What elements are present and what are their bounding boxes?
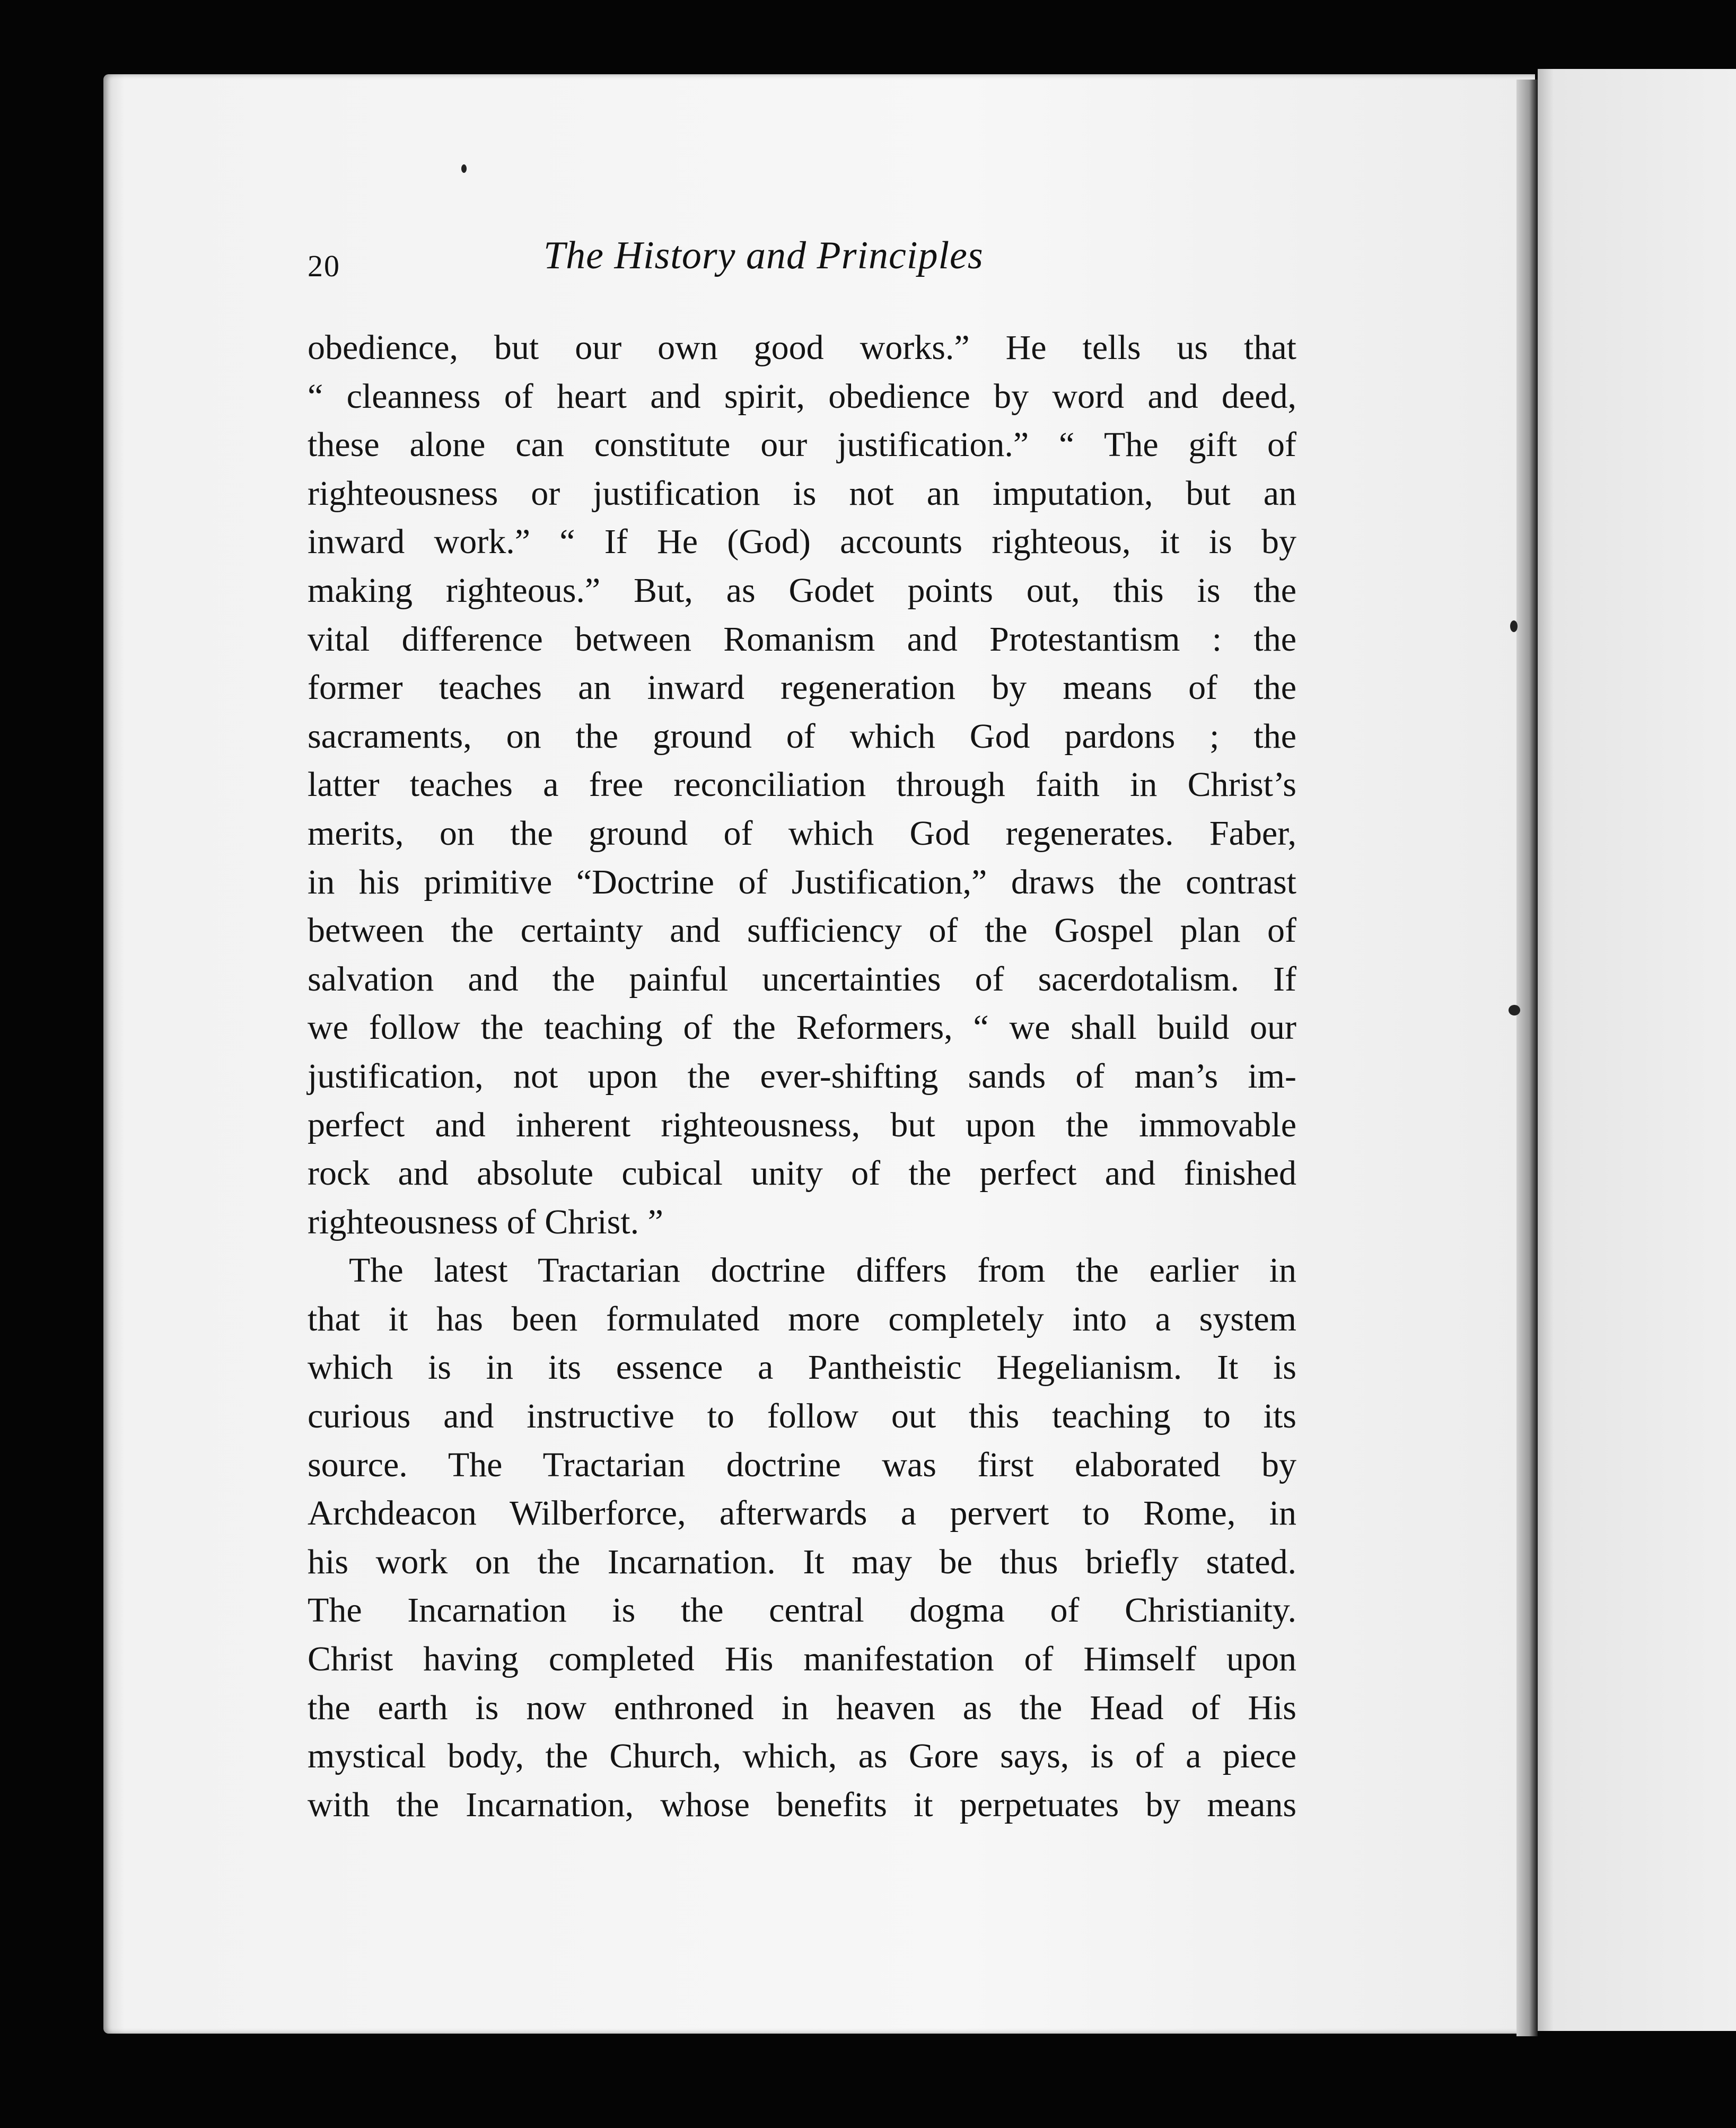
- running-head: [308, 233, 1315, 297]
- text-line: that it has been formulated more completely into a system: [308, 1299, 1296, 1338]
- text-line: sacraments, on the ground of which God pardons ; the: [308, 716, 1296, 756]
- text-line: justification, not upon the ever-shifting sands of man’s im-: [308, 1056, 1296, 1096]
- text-line: perfect and inherent righteousness, but upon the immovable: [308, 1105, 1296, 1144]
- book-gutter: [1516, 80, 1538, 2036]
- text-line: The Incarnation is the central dogma of Christianity.: [308, 1591, 1296, 1630]
- text-line: former teaches an inward regeneration by means of the: [308, 668, 1296, 707]
- text-line: merits, on the ground of which God regenerates. Faber,: [308, 813, 1296, 853]
- text-line: which is in its essence a Pantheistic Hegelianism. It is: [308, 1348, 1296, 1387]
- text-line: The latest Tractarian doctrine differs from the earlier in: [349, 1251, 1296, 1290]
- text-line: the earth is now enthroned in heaven as the Head of His: [308, 1688, 1296, 1727]
- text-line: obedience, but our own good works.” He tells us that: [308, 328, 1296, 367]
- text-line: his work on the Incarnation. It may be thus briefly stated.: [308, 1542, 1296, 1581]
- text-line: between the certainty and sufficiency of the Gospel plan of: [308, 911, 1296, 950]
- text-line: rock and absolute cubical unity of the perfect and finished: [308, 1154, 1296, 1193]
- page-number: 20: [308, 249, 340, 283]
- text-line: salvation and the painful uncertainties of sacerdotalism. If: [308, 959, 1296, 999]
- dust-speck: [1509, 1005, 1520, 1015]
- text-line: making righteous.” But, as Godet points out, this is the: [308, 571, 1296, 610]
- text-line: with the Incarnation, whose benefits it perpetuates by means: [308, 1785, 1296, 1824]
- text-line: inward work.” “ If He (God) accounts righteous, it is by: [308, 522, 1296, 562]
- text-line: vital difference between Romanism and Protestantism : the: [308, 619, 1296, 659]
- dust-speck: [1510, 620, 1518, 632]
- paragraph-1: [308, 323, 1296, 1246]
- body-text: [308, 323, 1296, 1829]
- text-line: mystical body, the Church, which, as Gore says, is of a piece: [308, 1737, 1296, 1776]
- text-line: source. The Tractarian doctrine was first elaborated by: [308, 1445, 1296, 1484]
- text-line: righteousness or justification is not an imputation, but an: [308, 474, 1296, 513]
- text-line: righteousness of Christ. ”: [308, 1202, 663, 1241]
- text-line: Archdeacon Wilberforce, afterwards a pervert to Rome, in: [308, 1494, 1296, 1533]
- right-page-edge: [1538, 69, 1736, 2031]
- paragraph-2: [308, 1246, 1296, 1829]
- text-line: “ cleanness of heart and spirit, obedience by word and deed,: [308, 376, 1296, 416]
- text-line: curious and instructive to follow out this teaching to its: [308, 1397, 1296, 1436]
- dust-speck: [461, 164, 467, 173]
- text-line: these alone can constitute our justification.” “ The gift of: [308, 425, 1296, 465]
- text-line: we follow the teaching of the Reformers, “ we shall build our: [308, 1008, 1296, 1047]
- text-line: Christ having completed His manifestation of Himself upon: [308, 1640, 1296, 1679]
- running-title: The History and Principles: [543, 234, 984, 277]
- text-line: in his primitive “Doctrine of Justification,” draws the contrast: [308, 862, 1296, 901]
- text-line: latter teaches a free reconciliation through faith in Christ’s: [308, 765, 1296, 804]
